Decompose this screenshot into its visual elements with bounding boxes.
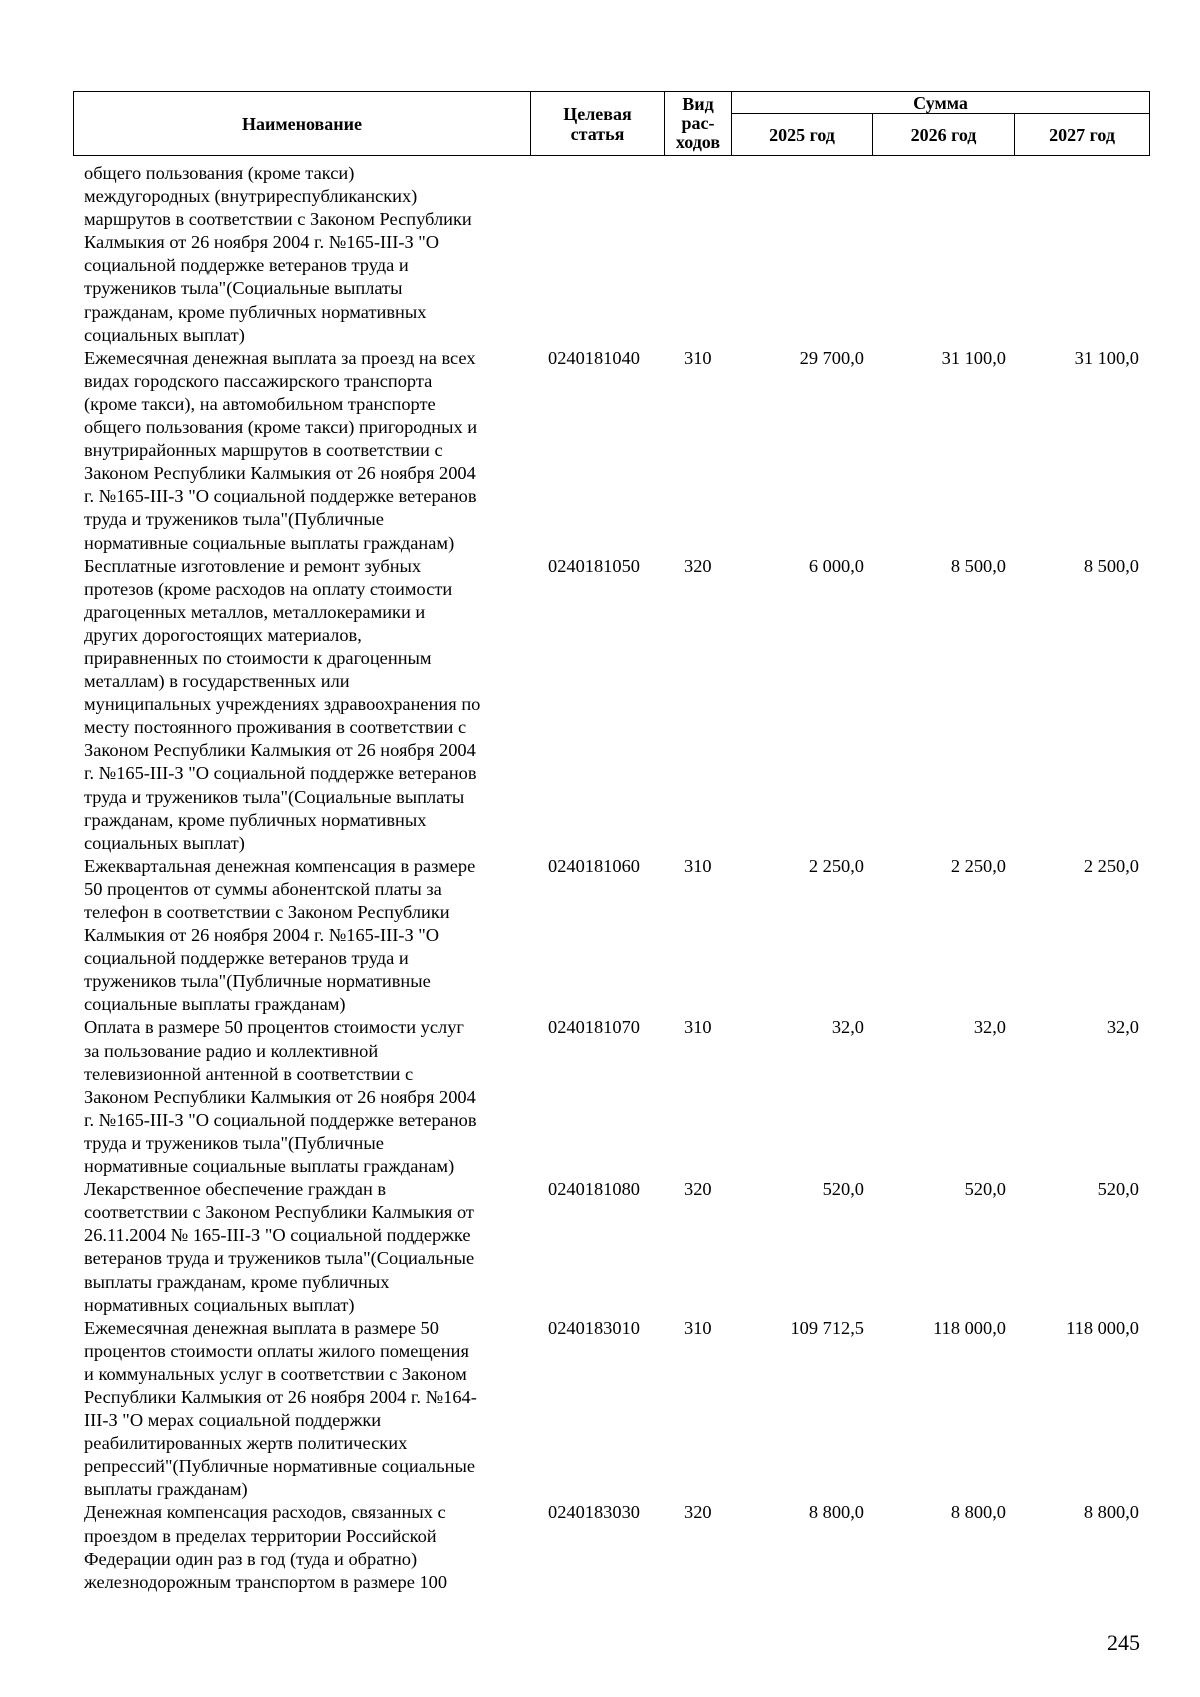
row-name-line: труда и тружеников тыла"(Публичные	[84, 509, 384, 530]
row-name-line: телефон в соответствии с Законом Республики	[84, 902, 450, 922]
row-name-line: социальной поддержке ветеранов труда и	[84, 255, 409, 276]
row-sum-2025: 29 700,0	[799, 347, 864, 368]
row-target-article: 0240181040	[548, 347, 640, 368]
row-name-line: Лекарственное обеспечение граждан в	[84, 1179, 387, 1200]
header-target-article: Целевая статья	[531, 92, 665, 156]
row-target-article: 0240183030	[548, 1502, 640, 1523]
row-sum-2025: 32,0	[831, 1017, 864, 1038]
row-name-line: драгоценных металлов, металлокерамики и	[84, 601, 426, 622]
row-name-line: за пользование радио и коллективной	[84, 1040, 379, 1061]
row-name-line: Законом Республики Калмыкия от 26 ноября 2004	[84, 1086, 476, 1107]
row-name-line: Ежеквартальная денежная компенсация в размере	[84, 855, 476, 876]
table-row	[73, 162, 1149, 347]
row-name-line: тружеников тыла"(Социальные выплаты	[84, 278, 403, 299]
row-name-line: III-З "О мерах социальной поддержки	[84, 1410, 382, 1431]
row-sum-2026: 31 100,0	[941, 347, 1006, 368]
row-name-line: Калмыкия от 26 ноября 2004 г. №165-III-З "О	[84, 232, 440, 253]
row-name-line: тружеников тыла"(Публичные нормативные	[84, 971, 431, 992]
row-sum-2026: 520,0	[964, 1179, 1006, 1200]
row-name-line: и коммунальных услуг в соответствии с Законом	[84, 1363, 467, 1384]
row-sum-2027: 118 000,0	[1066, 1317, 1139, 1338]
row-name-line: Законом Республики Калмыкия от 26 ноября 2004	[84, 463, 476, 484]
row-name-line: выплаты гражданам)	[84, 1479, 248, 1500]
table-row	[73, 1016, 1149, 1178]
row-sum-2027: 31 100,0	[1074, 347, 1139, 368]
row-name-line: социальные выплаты гражданам)	[84, 994, 346, 1015]
row-name-line: выплаты гражданам, кроме публичных	[84, 1271, 390, 1292]
row-target-article: 0240181080	[548, 1179, 640, 1200]
row-name-line: протезов (кроме расходов на оплату стоимости	[84, 578, 453, 599]
header-name: Наименование	[74, 92, 531, 156]
row-sum-2025: 2 250,0	[808, 855, 864, 876]
row-name-line: проездом в пределах территории Российской	[84, 1525, 437, 1546]
row-sum-2025: 520,0	[822, 1179, 864, 1200]
row-name-line: нормативные социальные выплаты гражданам)	[84, 1156, 455, 1177]
row-name-line: социальной поддержке ветеранов труда и	[84, 948, 409, 969]
row-name-line: соответствии с Законом Республики Калмыкия от	[84, 1202, 474, 1223]
row-name-line: нормативные социальные выплаты гражданам)	[84, 532, 455, 553]
row-name	[73, 1501, 521, 1593]
table-header	[73, 91, 1150, 156]
row-name	[73, 347, 521, 555]
row-name-line: междугородных (внутриреспубликанских)	[84, 186, 418, 207]
row-name-line: труда и тружеников тыла"(Публичные	[84, 1132, 384, 1153]
header-year-2026: 2026 год	[873, 114, 1015, 156]
row-name-line: 50 процентов от суммы абонентской платы за	[84, 878, 442, 899]
row-target-article: 0240181050	[548, 555, 640, 576]
table-row	[73, 1501, 1149, 1593]
row-name	[73, 162, 521, 347]
row-sum-2026: 32,0	[973, 1017, 1006, 1038]
page-number: 245	[1107, 1630, 1140, 1655]
row-name-line: ветеранов труда и тружеников тыла"(Социальные	[84, 1248, 475, 1269]
row-name-line: Федерации один раз в год (туда и обратно)	[84, 1548, 418, 1569]
table-row	[73, 347, 1149, 555]
table-row	[73, 1178, 1149, 1317]
row-name-line: общего пользования (кроме такси) пригородных и	[84, 417, 478, 438]
row-name-line: Ежемесячная денежная выплата за проезд на всех	[84, 347, 476, 368]
row-name-line: социальных выплат)	[84, 832, 245, 853]
row-name-line: (кроме такси), на автомобильном транспорте	[84, 393, 436, 414]
row-name-line: других дорогостоящих материалов,	[84, 624, 362, 645]
row-name-line: нормативных социальных выплат)	[84, 1294, 355, 1315]
row-name-line: Ежемесячная денежная выплата в размере 50	[84, 1317, 439, 1338]
row-name	[73, 1317, 521, 1502]
row-name-line: муниципальных учреждениях здравоохранения по	[84, 694, 481, 715]
row-expense-type: 320	[684, 1502, 712, 1523]
row-expense-type: 310	[684, 855, 712, 876]
row-name-line: социальных выплат)	[84, 324, 245, 345]
row-target-article: 0240181060	[548, 855, 640, 876]
table-row	[73, 855, 1149, 1017]
row-sum-2027: 520,0	[1097, 1179, 1139, 1200]
row-name-line: гражданам, кроме публичных нормативных	[84, 809, 427, 830]
row-expense-type: 320	[684, 1179, 712, 1200]
row-name-line: 26.11.2004 № 165-III-З "О социальной поддержке	[84, 1225, 471, 1246]
row-sum-2025: 6 000,0	[808, 555, 864, 576]
row-name-line: Республики Калмыкия от 26 ноября 2004 г. №164-	[84, 1386, 477, 1407]
row-target-article: 0240183010	[548, 1317, 640, 1338]
row-name-line: Денежная компенсация расходов, связанных с	[84, 1502, 446, 1523]
table-row	[73, 1317, 1149, 1502]
row-expense-type: 310	[684, 1317, 712, 1338]
row-sum-2026: 2 250,0	[950, 855, 1006, 876]
row-name-line: внутрирайонных маршрутов в соответствии с	[84, 440, 443, 461]
row-name-line: труда и тружеников тыла"(Социальные выплаты	[84, 786, 465, 807]
row-sum-2027: 8 800,0	[1083, 1502, 1139, 1523]
row-sum-2027: 2 250,0	[1083, 855, 1139, 876]
row-name-line: г. №165-III-З "О социальной поддержке ветеранов	[84, 763, 477, 784]
table-row	[73, 555, 1149, 855]
budget-table-page	[73, 91, 1149, 1594]
table-body	[73, 162, 1149, 1594]
row-sum-2027: 32,0	[1106, 1017, 1139, 1038]
row-name-line: Законом Республики Калмыкия от 26 ноября 2004	[84, 740, 476, 761]
row-name	[73, 1016, 521, 1178]
row-expense-type: 310	[684, 1017, 712, 1038]
row-name-line: железнодорожным транспортом в размере 100	[84, 1571, 448, 1592]
row-name-line: металлам) в государственных или	[84, 671, 350, 692]
row-expense-type: 310	[684, 347, 712, 368]
row-sum-2026: 118 000,0	[933, 1317, 1006, 1338]
row-target-article: 0240181070	[548, 1017, 640, 1038]
row-name-line: Бесплатные изготовление и ремонт зубных	[84, 555, 422, 576]
row-expense-type: 320	[684, 555, 712, 576]
row-name-line: телевизионной антенной в соответствии с	[84, 1063, 414, 1084]
header-expense-type: Вид рас- ходов	[665, 92, 732, 156]
row-sum-2025: 109 712,5	[790, 1317, 864, 1338]
row-name-line: месту постоянного проживания в соответствии с	[84, 717, 467, 738]
row-name-line: реабилитированных жертв политических	[84, 1433, 408, 1454]
row-name-line: г. №165-III-З "О социальной поддержке ветеранов	[84, 486, 477, 507]
row-name-line: маршрутов в соответствии с Законом Республики	[84, 209, 472, 230]
row-sum-2026: 8 800,0	[950, 1502, 1006, 1523]
row-name-line: общего пользования (кроме такси)	[84, 163, 355, 183]
row-sum-2027: 8 500,0	[1083, 555, 1139, 576]
row-name-line: Калмыкия от 26 ноября 2004 г. №165-III-З "О	[84, 925, 440, 946]
row-name-line: г. №165-III-З "О социальной поддержке ветеранов	[84, 1109, 477, 1130]
row-name	[73, 855, 521, 1017]
row-sum-2026: 8 500,0	[950, 555, 1006, 576]
row-sum-2025: 8 800,0	[808, 1502, 864, 1523]
row-name-line: процентов стоимости оплаты жилого помещения	[84, 1340, 469, 1361]
row-name	[73, 1178, 521, 1317]
row-name-line: гражданам, кроме публичных нормативных	[84, 301, 427, 322]
header-year-2027: 2027 год	[1015, 114, 1150, 156]
row-name	[73, 555, 521, 855]
row-name-line: репрессий"(Публичные нормативные социальные	[84, 1456, 475, 1477]
row-name-line: видах городского пассажирского транспорта	[84, 370, 433, 391]
row-name-line: Оплата в размере 50 процентов стоимости услуг	[84, 1017, 464, 1038]
header-sum: Сумма	[732, 92, 1150, 114]
header-year-2025: 2025 год	[732, 114, 873, 156]
row-name-line: приравненных по стоимости к драгоценным	[84, 647, 432, 668]
